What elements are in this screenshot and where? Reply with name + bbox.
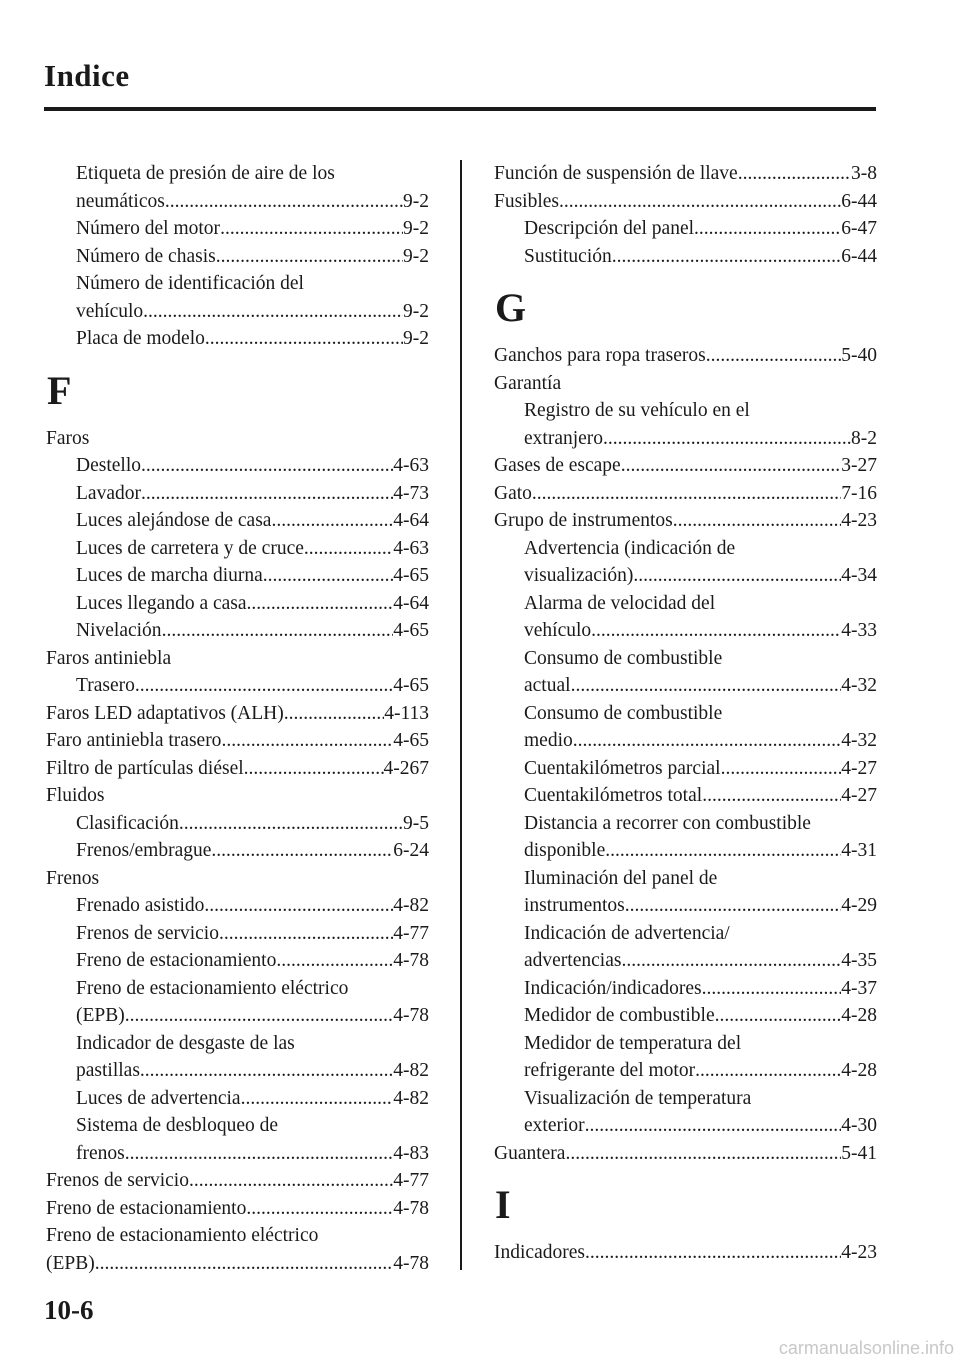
index-subentry — [46, 892, 429, 920]
index-subentry — [46, 1112, 429, 1140]
entry-page-ref: 9-2 — [403, 245, 429, 267]
index-subentry — [46, 837, 429, 865]
entry-page-ref: 4-23 — [841, 510, 877, 531]
index-entry — [494, 452, 877, 480]
index-subentry — [494, 1030, 877, 1058]
entry-text: Fusibles — [494, 190, 560, 212]
entry-text: Nivelación — [76, 620, 162, 641]
index-subentry — [494, 672, 877, 700]
entry-page-ref: 4-31 — [841, 840, 877, 861]
entry-page-ref: 4-113 — [384, 702, 429, 724]
entry-text: Freno de estacionamiento eléctrico — [46, 1225, 319, 1246]
entry-text: Frenos — [46, 867, 100, 889]
dot-leader — [216, 243, 403, 271]
entry-text: Cuentakilómetros parcial — [524, 757, 721, 779]
index-subentry — [494, 892, 877, 920]
entry-page-ref: 4-29 — [841, 895, 877, 916]
entry-page-ref: 4-63 — [393, 455, 429, 476]
index-subentry — [494, 810, 877, 838]
entry-text: Sustitución — [524, 245, 612, 267]
index-entry — [46, 700, 429, 728]
dot-leader — [221, 727, 393, 755]
index-entry — [46, 755, 429, 783]
entry-text: Luces de marcha diurna — [76, 565, 263, 586]
index-entry — [46, 1222, 429, 1250]
entry-text: Cuentakilómetros total — [524, 785, 703, 806]
entry-page-ref: 4-83 — [393, 1142, 429, 1164]
index-subentry — [46, 480, 429, 508]
entry-text: Luces de carretera y de cruce — [76, 537, 304, 559]
entry-text: Luces llegando a casa — [76, 592, 247, 614]
index-subentry — [494, 562, 877, 590]
index-entry — [494, 480, 877, 508]
entry-page-ref: 4-65 — [393, 730, 429, 751]
entry-text: Sistema de desbloqueo de — [76, 1115, 278, 1136]
entry-page-ref: 8-2 — [851, 427, 877, 449]
index-subentry — [46, 215, 429, 243]
entry-page-ref: 4-73 — [393, 482, 429, 504]
dot-leader — [284, 700, 384, 728]
entry-page-ref: 7-16 — [841, 482, 877, 504]
entry-text: Visualización de temperatura — [524, 1087, 752, 1109]
section-letter: I — [495, 1182, 511, 1227]
entry-text: Trasero — [76, 675, 135, 696]
entry-text: Lavador — [76, 482, 141, 504]
entry-page-ref: 4-35 — [841, 950, 877, 971]
index-entry — [46, 645, 429, 673]
entry-text: Consumo de combustible — [524, 647, 723, 669]
index-entry — [494, 160, 877, 188]
index-entry — [46, 782, 429, 810]
dot-leader — [220, 215, 403, 243]
index-subentry — [494, 975, 877, 1003]
index-subentry — [494, 1002, 877, 1030]
entry-text: vehículo — [76, 300, 144, 322]
entry-text: Ganchos para ropa traseros — [494, 345, 706, 366]
header-rule — [44, 107, 876, 111]
entry-text: Indicación de advertencia/ — [524, 922, 730, 944]
entry-text: pastillas — [76, 1060, 140, 1081]
index-subentry — [46, 617, 429, 645]
dot-leader — [205, 325, 403, 353]
entry-text: instrumentos — [524, 895, 625, 916]
entry-page-ref: 4-28 — [841, 1060, 877, 1081]
index-subentry — [46, 810, 429, 838]
index-entry — [494, 1140, 877, 1168]
dot-leader — [125, 1002, 394, 1030]
index-subentry — [494, 727, 877, 755]
section-letter: F — [47, 367, 72, 413]
index-subentry — [494, 1112, 877, 1140]
entry-page-ref: 4-28 — [841, 1005, 877, 1026]
index-subentry — [46, 1140, 429, 1168]
index-entry — [46, 865, 429, 893]
dot-leader — [304, 535, 393, 563]
entry-page-ref: 4-64 — [393, 592, 429, 614]
dot-leader — [591, 617, 841, 645]
entry-page-ref: 4-32 — [841, 675, 877, 696]
entry-text: Indicación/indicadores — [524, 977, 702, 999]
entry-page-ref: 9-5 — [403, 812, 429, 834]
index-subentry — [46, 535, 429, 563]
index-subentry — [494, 215, 877, 243]
entry-page-ref: 4-78 — [393, 1197, 429, 1219]
index-entry — [494, 370, 877, 398]
entry-text: extranjero — [524, 427, 604, 449]
index-subentry — [494, 590, 877, 618]
dot-leader — [621, 452, 842, 480]
index-subentry — [494, 782, 877, 810]
entry-text: medio — [524, 730, 573, 751]
entry-text: neumáticos — [76, 190, 165, 212]
entry-text: (EPB) — [76, 1005, 125, 1026]
index-subentry — [46, 452, 429, 480]
index-entry — [494, 342, 877, 370]
dot-leader — [559, 188, 841, 216]
index-subentry — [494, 397, 877, 425]
entry-page-ref: 4-23 — [841, 1242, 877, 1263]
entry-text: Frenos/embrague — [76, 840, 212, 861]
index-subentry — [46, 947, 429, 975]
entry-page-ref: 4-34 — [841, 565, 877, 586]
index-entry — [46, 1167, 429, 1195]
entry-text: Medidor de combustible — [524, 1005, 715, 1026]
dot-leader — [141, 452, 393, 480]
entry-text: Indicador de desgaste de las — [76, 1032, 295, 1054]
index-subentry — [494, 425, 877, 453]
dot-leader — [95, 1250, 394, 1278]
dot-leader — [621, 947, 841, 975]
entry-text: Faros antiniebla — [46, 647, 172, 669]
index-column-right — [494, 160, 877, 1267]
entry-text: Faros — [46, 427, 90, 449]
index-subentry — [46, 562, 429, 590]
index-entry — [46, 727, 429, 755]
index-entry — [46, 425, 429, 453]
entry-text: Descripción del panel — [524, 218, 695, 239]
entry-page-ref: 4-78 — [393, 950, 429, 971]
entry-text: Fluidos — [46, 785, 105, 806]
index-subentry — [46, 160, 429, 188]
entry-text: Advertencia (indicación de — [524, 537, 736, 559]
index-subentry — [46, 1085, 429, 1113]
dot-leader — [706, 342, 842, 370]
dot-leader — [246, 1195, 393, 1223]
entry-text: Grupo de instrumentos — [494, 510, 673, 531]
index-entry — [494, 1239, 877, 1267]
index-subentry — [46, 975, 429, 1003]
entry-text: Número del motor — [76, 218, 221, 239]
entry-page-ref: 5-40 — [841, 345, 877, 366]
dot-leader — [702, 975, 842, 1003]
index-subentry — [494, 755, 877, 783]
index-subentry — [494, 920, 877, 948]
entry-page-ref: 4-64 — [393, 510, 429, 531]
entry-text: Función de suspensión de llave — [494, 163, 738, 184]
dot-leader — [565, 1140, 841, 1168]
entry-text: frenos — [76, 1142, 125, 1164]
entry-page-ref: 4-30 — [841, 1115, 877, 1136]
entry-text: Iluminación del panel de — [524, 867, 718, 889]
index-subentry — [46, 920, 429, 948]
dot-leader — [271, 507, 393, 535]
index-subentry — [494, 535, 877, 563]
dot-leader — [165, 188, 403, 216]
column-divider — [460, 160, 462, 1270]
index-subentry — [494, 1057, 877, 1085]
dot-leader — [715, 1002, 842, 1030]
entry-text: Garantía — [494, 372, 562, 394]
index-subentry — [46, 325, 429, 353]
index-subentry — [46, 507, 429, 535]
entry-text: actual — [524, 675, 571, 696]
entry-page-ref: 4-77 — [393, 922, 429, 944]
entry-page-ref: 4-77 — [393, 1170, 429, 1191]
entry-page-ref: 9-2 — [403, 190, 429, 212]
index-subentry — [494, 700, 877, 728]
entry-text: Número de identificación del — [76, 273, 304, 294]
entry-text: Gases de escape — [494, 455, 621, 476]
entry-text: Guantera — [494, 1142, 566, 1164]
dot-leader — [573, 727, 842, 755]
entry-text: (EPB) — [46, 1252, 95, 1274]
dot-leader — [532, 480, 841, 508]
dot-leader — [219, 920, 393, 948]
index-subentry — [46, 1030, 429, 1058]
entry-text: Clasificación — [76, 812, 179, 834]
entry-text: Medidor de temperatura del — [524, 1032, 742, 1054]
entry-page-ref: 5-41 — [841, 1142, 877, 1164]
entry-text: Luces alejándose de casa — [76, 510, 272, 531]
index-subentry — [494, 947, 877, 975]
entry-page-ref: 4-82 — [393, 1087, 429, 1109]
entry-page-ref: 6-44 — [841, 190, 877, 212]
dot-leader — [276, 947, 393, 975]
dot-leader — [721, 755, 842, 783]
entry-page-ref: 4-65 — [393, 565, 429, 586]
entry-text: refrigerante del motor — [524, 1060, 696, 1081]
entry-page-ref: 4-78 — [393, 1005, 429, 1026]
entry-text: Número de chasis — [76, 245, 216, 267]
index-subentry — [46, 590, 429, 618]
dot-leader — [141, 480, 393, 508]
entry-text: Freno de estacionamiento — [76, 950, 277, 971]
index-subentry — [46, 1057, 429, 1085]
dot-leader — [244, 755, 384, 783]
entry-text: Gato — [494, 482, 532, 504]
index-column-left — [46, 160, 429, 1277]
index-subentry — [494, 1085, 877, 1113]
dot-leader — [625, 892, 842, 920]
entry-text: exterior — [524, 1115, 585, 1136]
entry-text: disponible — [524, 840, 606, 861]
entry-page-ref: 4-82 — [393, 1060, 429, 1081]
entry-text: visualización) — [524, 565, 634, 586]
entry-page-ref: 4-27 — [841, 785, 877, 806]
dot-leader — [738, 160, 851, 188]
entry-text: Faro antiniebla trasero — [46, 730, 222, 751]
dot-leader — [585, 1112, 842, 1140]
page-number: 10-6 — [44, 1295, 94, 1325]
dot-leader — [603, 425, 851, 453]
entry-page-ref: 4-65 — [393, 675, 429, 696]
dot-leader — [247, 590, 394, 618]
entry-text: Consumo de combustible — [524, 702, 723, 724]
entry-page-ref: 3-27 — [841, 455, 877, 476]
entry-text: Distancia a recorrer con combustible — [524, 812, 811, 834]
entry-page-ref: 4-63 — [393, 537, 429, 559]
dot-leader — [673, 507, 842, 535]
entry-page-ref: 4-32 — [841, 730, 877, 751]
dot-leader — [189, 1167, 393, 1195]
index-entry — [494, 507, 877, 535]
entry-text: Placa de modelo — [76, 328, 205, 349]
dot-leader — [179, 810, 403, 838]
entry-page-ref: 4-65 — [393, 620, 429, 641]
entry-page-ref: 4-37 — [841, 977, 877, 999]
dot-leader — [211, 837, 393, 865]
dot-leader — [263, 562, 393, 590]
dot-leader — [135, 672, 393, 700]
dot-leader — [612, 243, 841, 271]
entry-page-ref: 9-2 — [403, 218, 429, 239]
entry-page-ref: 4-267 — [383, 757, 429, 779]
index-entry — [46, 1250, 429, 1278]
entry-text: Indicadores — [494, 1242, 585, 1263]
entry-page-ref: 6-47 — [841, 218, 877, 239]
entry-page-ref: 3-8 — [851, 163, 877, 184]
index-subentry — [46, 243, 429, 271]
index-subentry — [494, 837, 877, 865]
entry-text: Frenos de servicio — [46, 1170, 189, 1191]
index-subentry — [494, 617, 877, 645]
entry-text: advertencias — [524, 950, 622, 971]
entry-page-ref: 4-27 — [841, 757, 877, 779]
dot-leader — [241, 1085, 394, 1113]
entry-text: Destello — [76, 455, 141, 476]
dot-leader — [571, 672, 842, 700]
entry-text: Frenado asistido — [76, 895, 205, 916]
index-subentry — [46, 1002, 429, 1030]
dot-leader — [125, 1140, 394, 1168]
entry-page-ref: 4-82 — [393, 895, 429, 916]
entry-page-ref: 9-2 — [403, 328, 429, 349]
entry-text: Freno de estacionamiento — [46, 1197, 247, 1219]
dot-leader — [695, 1057, 841, 1085]
dot-leader — [585, 1239, 841, 1267]
section-letter: G — [495, 285, 527, 330]
entry-page-ref: 6-44 — [841, 245, 877, 267]
index-subentry — [494, 865, 877, 893]
entry-page-ref: 6-24 — [393, 840, 429, 861]
index-subentry — [494, 243, 877, 271]
entry-text: Alarma de velocidad del — [524, 592, 716, 614]
dot-leader — [605, 837, 841, 865]
entry-text: Luces de advertencia — [76, 1087, 241, 1109]
dot-leader — [702, 782, 841, 810]
entry-page-ref: 9-2 — [403, 300, 429, 322]
entry-text: Frenos de servicio — [76, 922, 219, 944]
index-subentry — [494, 645, 877, 673]
index-subentry — [46, 270, 429, 298]
entry-page-ref: 4-33 — [841, 620, 877, 641]
dot-leader — [143, 298, 403, 326]
entry-text: Freno de estacionamiento eléctrico — [76, 977, 349, 999]
index-entry — [494, 188, 877, 216]
dot-leader — [140, 1057, 393, 1085]
entry-text: Filtro de partículas diésel — [46, 757, 244, 779]
dot-leader — [162, 617, 394, 645]
entry-text: Etiqueta de presión de aire de los — [76, 163, 335, 184]
watermark: carmanualsonline.info — [778, 1338, 954, 1358]
entry-text: Faros LED adaptativos (ALH) — [46, 702, 284, 724]
page-title: Indice — [44, 58, 130, 93]
entry-text: Registro de su vehículo en el — [524, 400, 750, 421]
entry-text: vehículo — [524, 620, 592, 641]
index-entry — [46, 1195, 429, 1223]
entry-page-ref: 4-78 — [393, 1252, 429, 1274]
index-subentry — [46, 672, 429, 700]
index-subentry — [46, 188, 429, 216]
index-subentry — [46, 298, 429, 326]
dot-leader — [694, 215, 841, 243]
dot-leader — [633, 562, 841, 590]
dot-leader — [204, 892, 393, 920]
